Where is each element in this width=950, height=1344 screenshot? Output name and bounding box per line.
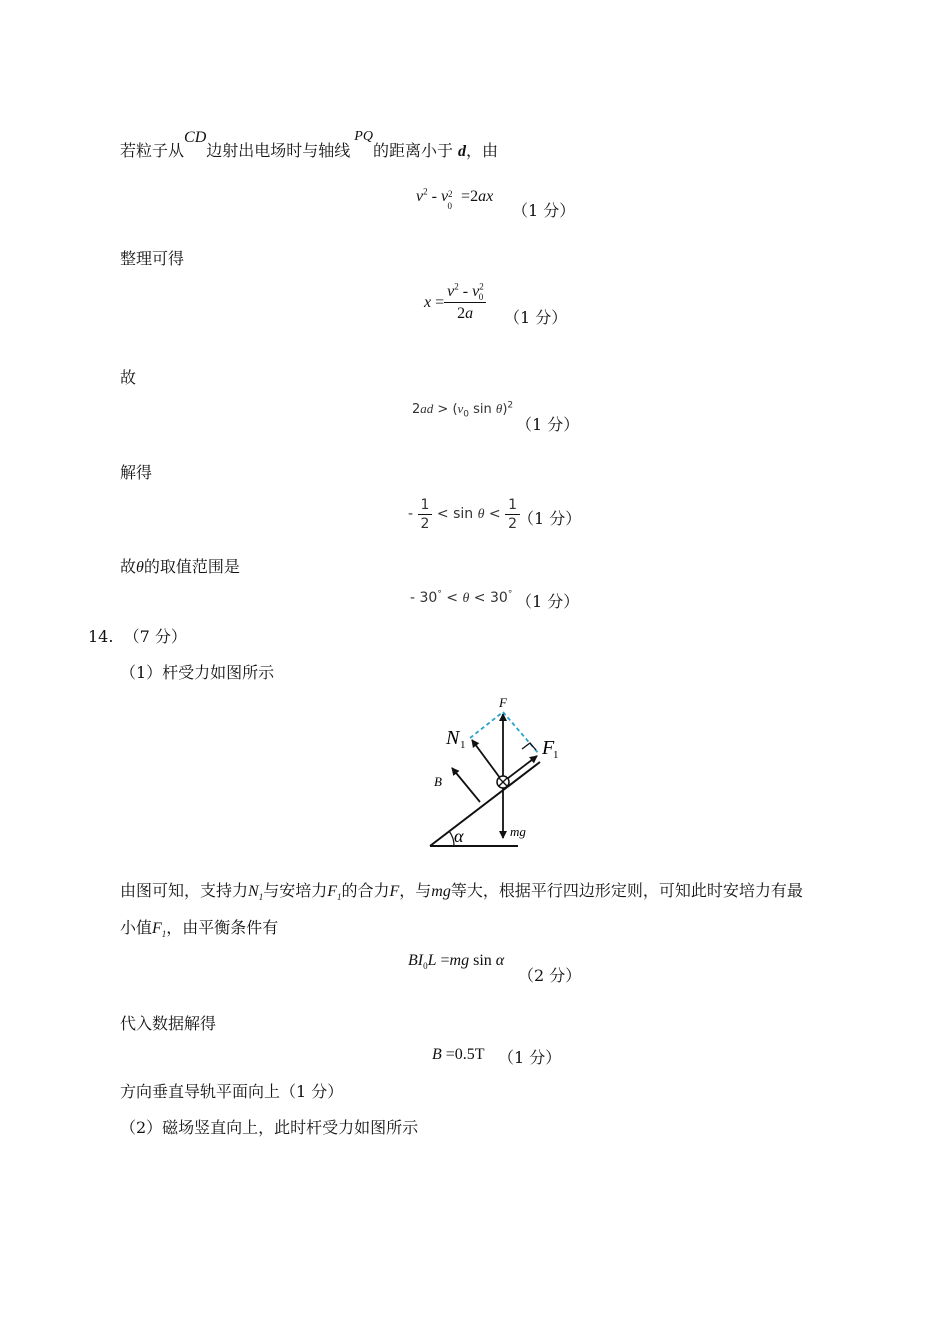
label-mg: mg: [510, 824, 526, 839]
label-f1: F: [542, 737, 555, 759]
text-therefore: 故: [120, 368, 137, 387]
score-2: （1 分）: [504, 308, 568, 327]
dashed-line-left: [470, 712, 503, 738]
label-f: F: [499, 695, 507, 710]
label-n1-sub: 1: [460, 739, 466, 751]
symbol-cd: CD: [184, 129, 207, 146]
text-solve: 解得: [120, 463, 153, 482]
line-particle-condition: 若粒子从CD边射出电场时与轴线PQ的距离小于 d，由: [120, 129, 499, 160]
score-6: （2 分）: [518, 966, 582, 985]
equation-kinematics: $v^2 - v_{^20} =2ax$: [416, 186, 494, 212]
part-2-heading: （2）磁场竖直向上，此时杆受力如图所示: [120, 1118, 419, 1137]
score-4: （1 分）: [518, 509, 582, 528]
label-b: B: [434, 774, 442, 789]
label-n1: N: [446, 727, 460, 749]
score-1: （1 分）: [512, 201, 576, 220]
score-3: （1 分）: [516, 415, 580, 434]
text-rearrange: 整理可得: [120, 249, 185, 268]
text-theta-range: 故θ的取值范围是: [120, 557, 240, 576]
right-angle-mark: [522, 743, 536, 750]
text-direction: 方向垂直导轨平面向上（1 分）: [120, 1082, 344, 1101]
force-diagram: [420, 692, 570, 852]
label-f1-sub: 1: [553, 749, 559, 761]
equation-x: x = $\frac{v^2 - v^2_0}{2a}$: [424, 282, 486, 325]
part-1-heading: （1）杆受力如图所示: [120, 663, 275, 682]
force-n1-arrow: [472, 740, 503, 782]
score-7: （1 分）: [498, 1048, 562, 1067]
question-14-header: 14. （7 分）: [88, 627, 187, 646]
paragraph-analysis-line2: 小值$F_1$，由平衡条件有: [120, 918, 279, 940]
score-5: （1 分）: [516, 592, 580, 611]
equation-equilibrium: $BI_0L =mg$ sin α: [408, 952, 505, 972]
equation-inequality: $2ad > (v_0$ sin θ)$^2$: [412, 400, 514, 420]
label-alpha: α: [454, 826, 464, 846]
symbol-pq: PQ: [354, 129, 373, 144]
paragraph-analysis-line1: 由图可知，支持力$N_1$与安培力$F_1$的合力F，与mg等大，根据平行四边形定则，可知此时安培力有最: [120, 881, 803, 903]
equation-b-value: B =0.5T: [432, 1046, 485, 1063]
text-substitute: 代入数据解得: [120, 1014, 217, 1033]
equation-angle-range: - 30° < θ < 30°: [410, 589, 513, 606]
field-b-arrow: [452, 768, 480, 802]
equation-sin-range: - $\frac{1}{2}$ < sin θ < $\frac{1}{2}$: [408, 494, 520, 535]
